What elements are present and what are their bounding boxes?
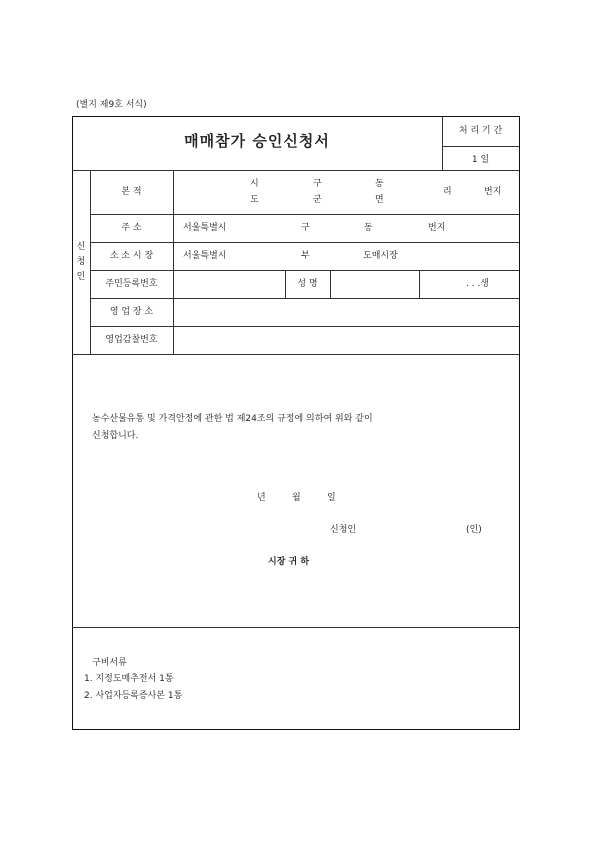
birth-date-field: . . .생 [466,279,489,289]
attachment-item-1: 1. 지정도매추전서 1통 [84,674,174,684]
address-gu: 구 [301,223,310,233]
applicant-label-1: 신 [76,242,86,252]
domicile-gun: 군 [313,195,322,205]
date-year: 년 [257,493,266,503]
date-day: 일 [327,493,336,503]
address-city: 서울특별시 [183,223,227,233]
form-title: 매매참가 승인신청서 [184,132,330,150]
form-number: (별지 제9호 서식) [76,100,147,110]
seal-mark: (인) [466,525,482,535]
processing-period-value: 1 일 [471,155,490,165]
statement-line-2: 신청합니다. [92,431,139,441]
domicile-beonji: 번지 [484,187,502,197]
domicile-do: 도 [250,195,259,205]
domicile-si: 시 [250,179,259,189]
market-bu: 부 [301,251,310,261]
attachment-item-2: 2. 사업자등록증사본 1통 [84,691,183,701]
domicile-label: 본 적 [121,187,142,197]
domicile-dong: 동 [375,179,384,189]
processing-period-label: 처 리 기 간 [458,126,503,136]
domicile-ri: 리 [443,187,452,197]
business-place-label: 영 업 장 소 [109,307,154,317]
resident-number-label: 주민등록번호 [105,279,158,289]
market-name: 도매시장 [363,251,398,261]
business-license-label: 영업감찰번호 [105,335,158,345]
statement-line-1: 농수산물유통 및 가격안정에 관한 법 제24조의 규정에 의하여 위와 같이 [92,414,373,424]
address-label: 주 소 [121,223,142,233]
address-dong: 동 [364,223,373,233]
applicant-signature-label: 신청인 [330,525,357,535]
domicile-myeon: 면 [375,195,384,205]
applicant-label-2: 청 [76,257,86,267]
addressee: 시장 귀 하 [268,557,310,567]
name-label: 성 명 [297,279,318,289]
market-label: 소 소 시 장 [109,251,154,261]
applicant-label-3: 인 [76,272,86,282]
date-month: 월 [292,493,301,503]
attachments-heading: 구비서류 [92,658,127,668]
domicile-gu: 구 [313,179,322,189]
market-city: 서울특별시 [183,251,227,261]
address-beonji: 번지 [428,223,446,233]
